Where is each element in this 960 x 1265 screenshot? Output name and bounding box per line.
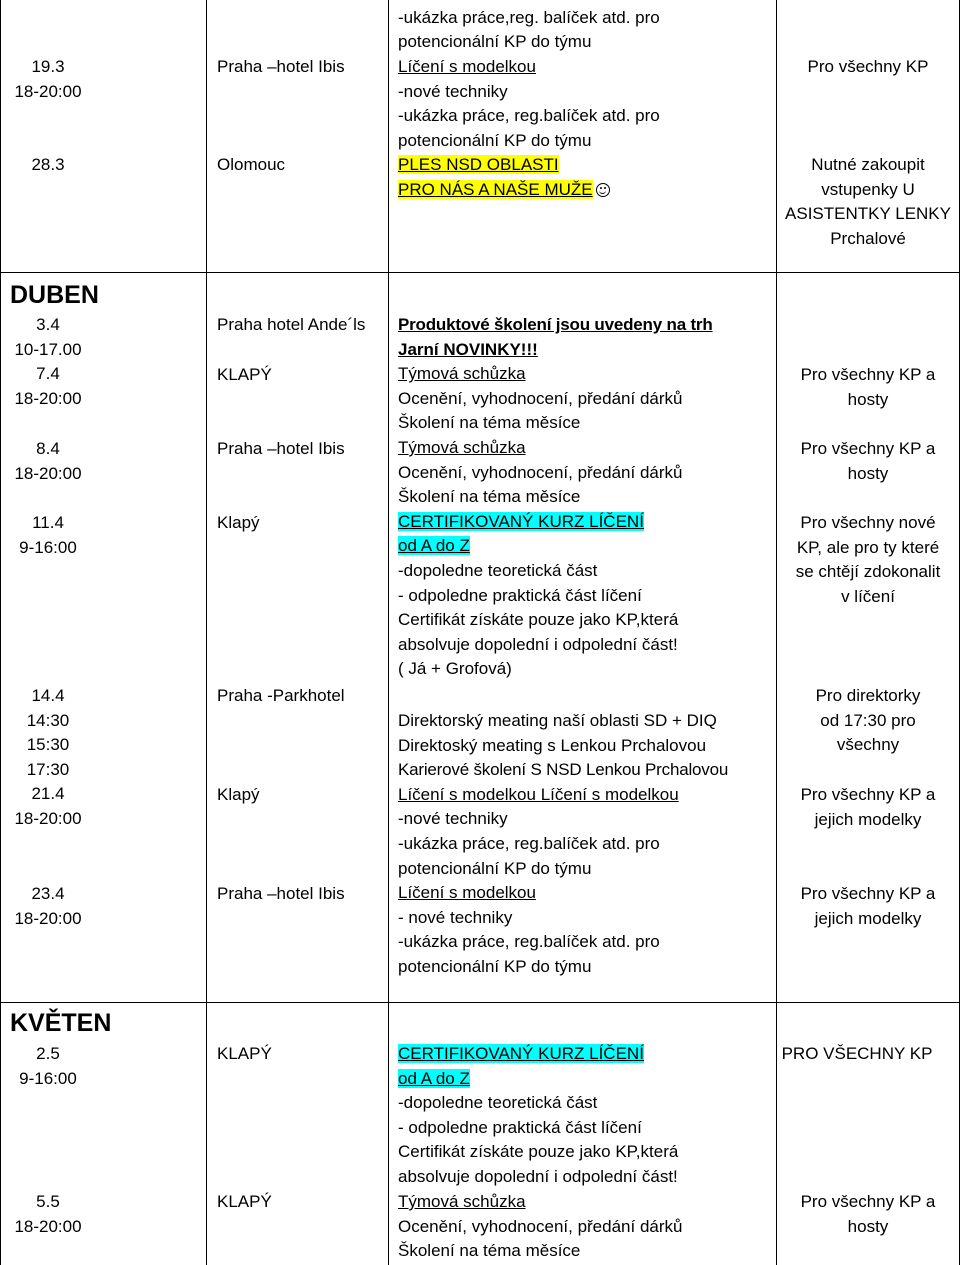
- event-content: [398, 55, 660, 153]
- audience-line: Pro všechny KP a: [800, 439, 936, 458]
- table-border-col2: [388, 0, 389, 1265]
- event-line: -nové techniky: [398, 81, 508, 101]
- audience: [777, 437, 959, 486]
- place: KLAPÝ: [217, 1192, 272, 1211]
- row-date: [0, 1190, 96, 1239]
- event-line: Školení na téma měsíce: [398, 413, 581, 433]
- time: 18-20:00: [14, 808, 82, 828]
- place: Olomouc: [217, 155, 286, 174]
- event-title: Líčení s modelkou Líčení s modelkou: [398, 784, 679, 804]
- table-border-col1-duben: [206, 273, 207, 1002]
- audience: [777, 783, 959, 832]
- time: 18-20:00: [14, 463, 82, 483]
- event-line: Direktorský meating naší oblasti SD + DIQ: [398, 711, 717, 730]
- date: 5.5: [36, 1192, 60, 1211]
- audience-line: Pro všechny KP a: [800, 1192, 936, 1211]
- date: 28.3: [31, 155, 65, 174]
- time: 10-17.00: [14, 339, 82, 359]
- time: 18-20:00: [14, 908, 82, 928]
- audience: [777, 1190, 959, 1239]
- place: Klapý: [217, 513, 260, 532]
- event-title: Jarní NOVINKY!!!: [398, 339, 538, 359]
- date: 2.5: [36, 1044, 60, 1063]
- audience-line: Pro direktorky: [815, 686, 921, 705]
- event-content: [398, 153, 610, 202]
- event-line: Ocenění, vyhodnocení, předání dárků: [398, 1216, 683, 1236]
- event-line: Ocenění, vyhodnocení, předání dárků: [398, 462, 683, 482]
- audience-line: Nutné zakoupit: [811, 155, 925, 174]
- audience: Pro všechny KP: [807, 57, 929, 76]
- table-border-row: [0, 1002, 960, 1003]
- event-line: absolvuje dopolední i odpolední část!: [398, 1166, 678, 1186]
- audience-line: od 17:30 pro: [820, 710, 916, 730]
- table-border-row: [0, 272, 960, 273]
- event-line: Direktoský meating s Lenkou Prchalovou: [398, 735, 707, 755]
- event-line: Certifikát získáte pouze jako KP,která: [398, 610, 679, 630]
- month-heading: DUBEN: [10, 281, 99, 309]
- event-line: -ukázka práce, reg.balíček atd. pro: [398, 833, 660, 853]
- event-line: Školení na téma měsíce: [398, 487, 581, 507]
- event-content: [398, 1190, 682, 1264]
- event-content: [398, 1042, 678, 1190]
- audience: [777, 684, 959, 758]
- dates-column: [0, 882, 96, 931]
- audience-line: ASISTENTKY LENKY: [785, 204, 951, 224]
- time: 14:30: [26, 710, 70, 730]
- pre-line-2: potencionální KP do týmu: [398, 32, 592, 51]
- row-date: [0, 1042, 96, 1091]
- audience-line: vstupenky U: [821, 179, 915, 199]
- event-subtitle: od A do Z: [398, 536, 470, 556]
- audience: [777, 511, 959, 609]
- place: Praha –hotel Ibis: [217, 884, 345, 903]
- date: 3.4: [36, 315, 60, 334]
- audience-line: hosty: [847, 1216, 889, 1236]
- event-title: PRO NÁS A NAŠE MUŽE: [398, 179, 593, 199]
- event-line: -ukázka práce, reg.balíček atd. pro: [398, 106, 660, 126]
- event-line: -ukázka práce, reg.balíček atd. pro: [398, 932, 660, 952]
- event-line: -dopoledne teoretická část: [398, 560, 598, 580]
- event-title: Líčení s modelkou: [398, 883, 536, 903]
- audience-line: Pro všechny KP a: [800, 884, 936, 903]
- dates-column: [0, 511, 96, 560]
- audience-line: se chtějí zdokonalit: [795, 562, 941, 582]
- date: 23.4: [31, 884, 65, 903]
- audience: [777, 363, 959, 412]
- event-title: Týmová schůzka: [398, 1192, 526, 1211]
- row-date: [0, 55, 96, 104]
- event-line: ( Já + Grofová): [398, 659, 512, 679]
- date: 11.4: [32, 513, 64, 532]
- event-content: [398, 709, 728, 980]
- dates-column: [0, 437, 96, 486]
- time: 18-20:00: [14, 1216, 82, 1236]
- event-line: - nové techniky: [398, 907, 513, 927]
- time: 18-20:00: [14, 81, 82, 101]
- event-content: [398, 313, 713, 682]
- event-line: potencionální KP do týmu: [398, 956, 592, 976]
- audience-line: všechny: [836, 735, 900, 755]
- event-title: CERTIFIKOVANÝ KURZ LÍČENÍ: [398, 1044, 644, 1063]
- date: 8.4: [36, 439, 60, 458]
- event-line: Certifikát získáte pouze jako KP,která: [398, 1142, 679, 1162]
- audience: [777, 153, 959, 251]
- event-title: Týmová schůzka: [398, 364, 526, 384]
- place: KLAPÝ: [217, 1044, 272, 1063]
- audience-line: v líčení: [841, 586, 895, 606]
- event-line: Školení na téma měsíce: [398, 1241, 581, 1261]
- event-line: Karierové školení S NSD Lenkou Prchalovou: [398, 760, 729, 780]
- date: 7.4: [36, 364, 60, 384]
- place: Praha -Parkhotel: [217, 686, 345, 705]
- audience-line: Pro všechny KP a: [800, 785, 936, 804]
- event-title: CERTIFIKOVANÝ KURZ LÍČENÍ: [398, 511, 644, 531]
- audience-line: jejich modelky: [814, 908, 922, 928]
- table-border-col1: [206, 0, 207, 272]
- event-line: potencionální KP do týmu: [398, 130, 592, 150]
- dates-column: [0, 684, 96, 832]
- time: 9-16:00: [19, 537, 77, 557]
- audience-line: Pro všechny nové: [800, 513, 936, 532]
- date: 14.4: [31, 686, 65, 705]
- event-title: PLES NSD OBLASTI: [398, 155, 559, 174]
- date: 19.3: [31, 57, 65, 76]
- place: Praha –hotel Ibis: [217, 439, 345, 458]
- event-line: - odpoledne praktická část líčení: [398, 585, 642, 605]
- event-line: - odpoledne praktická část líčení: [398, 1117, 642, 1137]
- event-line: potencionální KP do týmu: [398, 858, 592, 878]
- place: Klapý: [217, 785, 260, 804]
- audience-line: Pro všechny KP a: [800, 365, 936, 384]
- pre-line-1: -ukázka práce,reg. balíček atd. pro: [398, 8, 660, 27]
- audience-line: hosty: [847, 463, 889, 483]
- event-title: Produktové školení jsou uvedeny na trh: [398, 315, 713, 334]
- place: Praha hotel Ande´ls: [217, 315, 366, 334]
- month-heading: KVĚTEN: [10, 1009, 112, 1037]
- audience-line: hosty: [847, 389, 889, 409]
- audience: [777, 882, 959, 931]
- audience-line: Prchalové: [830, 228, 906, 248]
- place: KLAPÝ: [217, 365, 272, 384]
- time: 15:30: [26, 735, 70, 755]
- event-line: -dopoledne teoretická část: [398, 1093, 598, 1113]
- audience-line: jejich modelky: [814, 809, 922, 829]
- smiley-icon: [596, 183, 610, 197]
- audience-line: KP, ale pro ty které: [796, 537, 940, 557]
- place: Praha –hotel Ibis: [217, 57, 345, 76]
- time: 18-20:00: [14, 388, 82, 408]
- event-line: -nové techniky: [398, 809, 508, 829]
- dates-column: [0, 313, 96, 411]
- event-title: Týmová schůzka: [398, 437, 526, 457]
- time: 9-16:00: [19, 1068, 77, 1088]
- date: 21.4: [31, 784, 65, 804]
- event-subtitle: od A do Z: [398, 1068, 470, 1088]
- event-line: absolvuje dopolední i odpolední část!: [398, 634, 678, 654]
- audience: PRO VŠECHNY KP: [781, 1044, 933, 1063]
- event-line: Ocenění, vyhodnocení, předání dárků: [398, 388, 683, 408]
- time: 17:30: [26, 759, 70, 779]
- table-border-col1-kveten: [206, 1003, 207, 1265]
- event-title: Líčení s modelkou: [398, 57, 536, 76]
